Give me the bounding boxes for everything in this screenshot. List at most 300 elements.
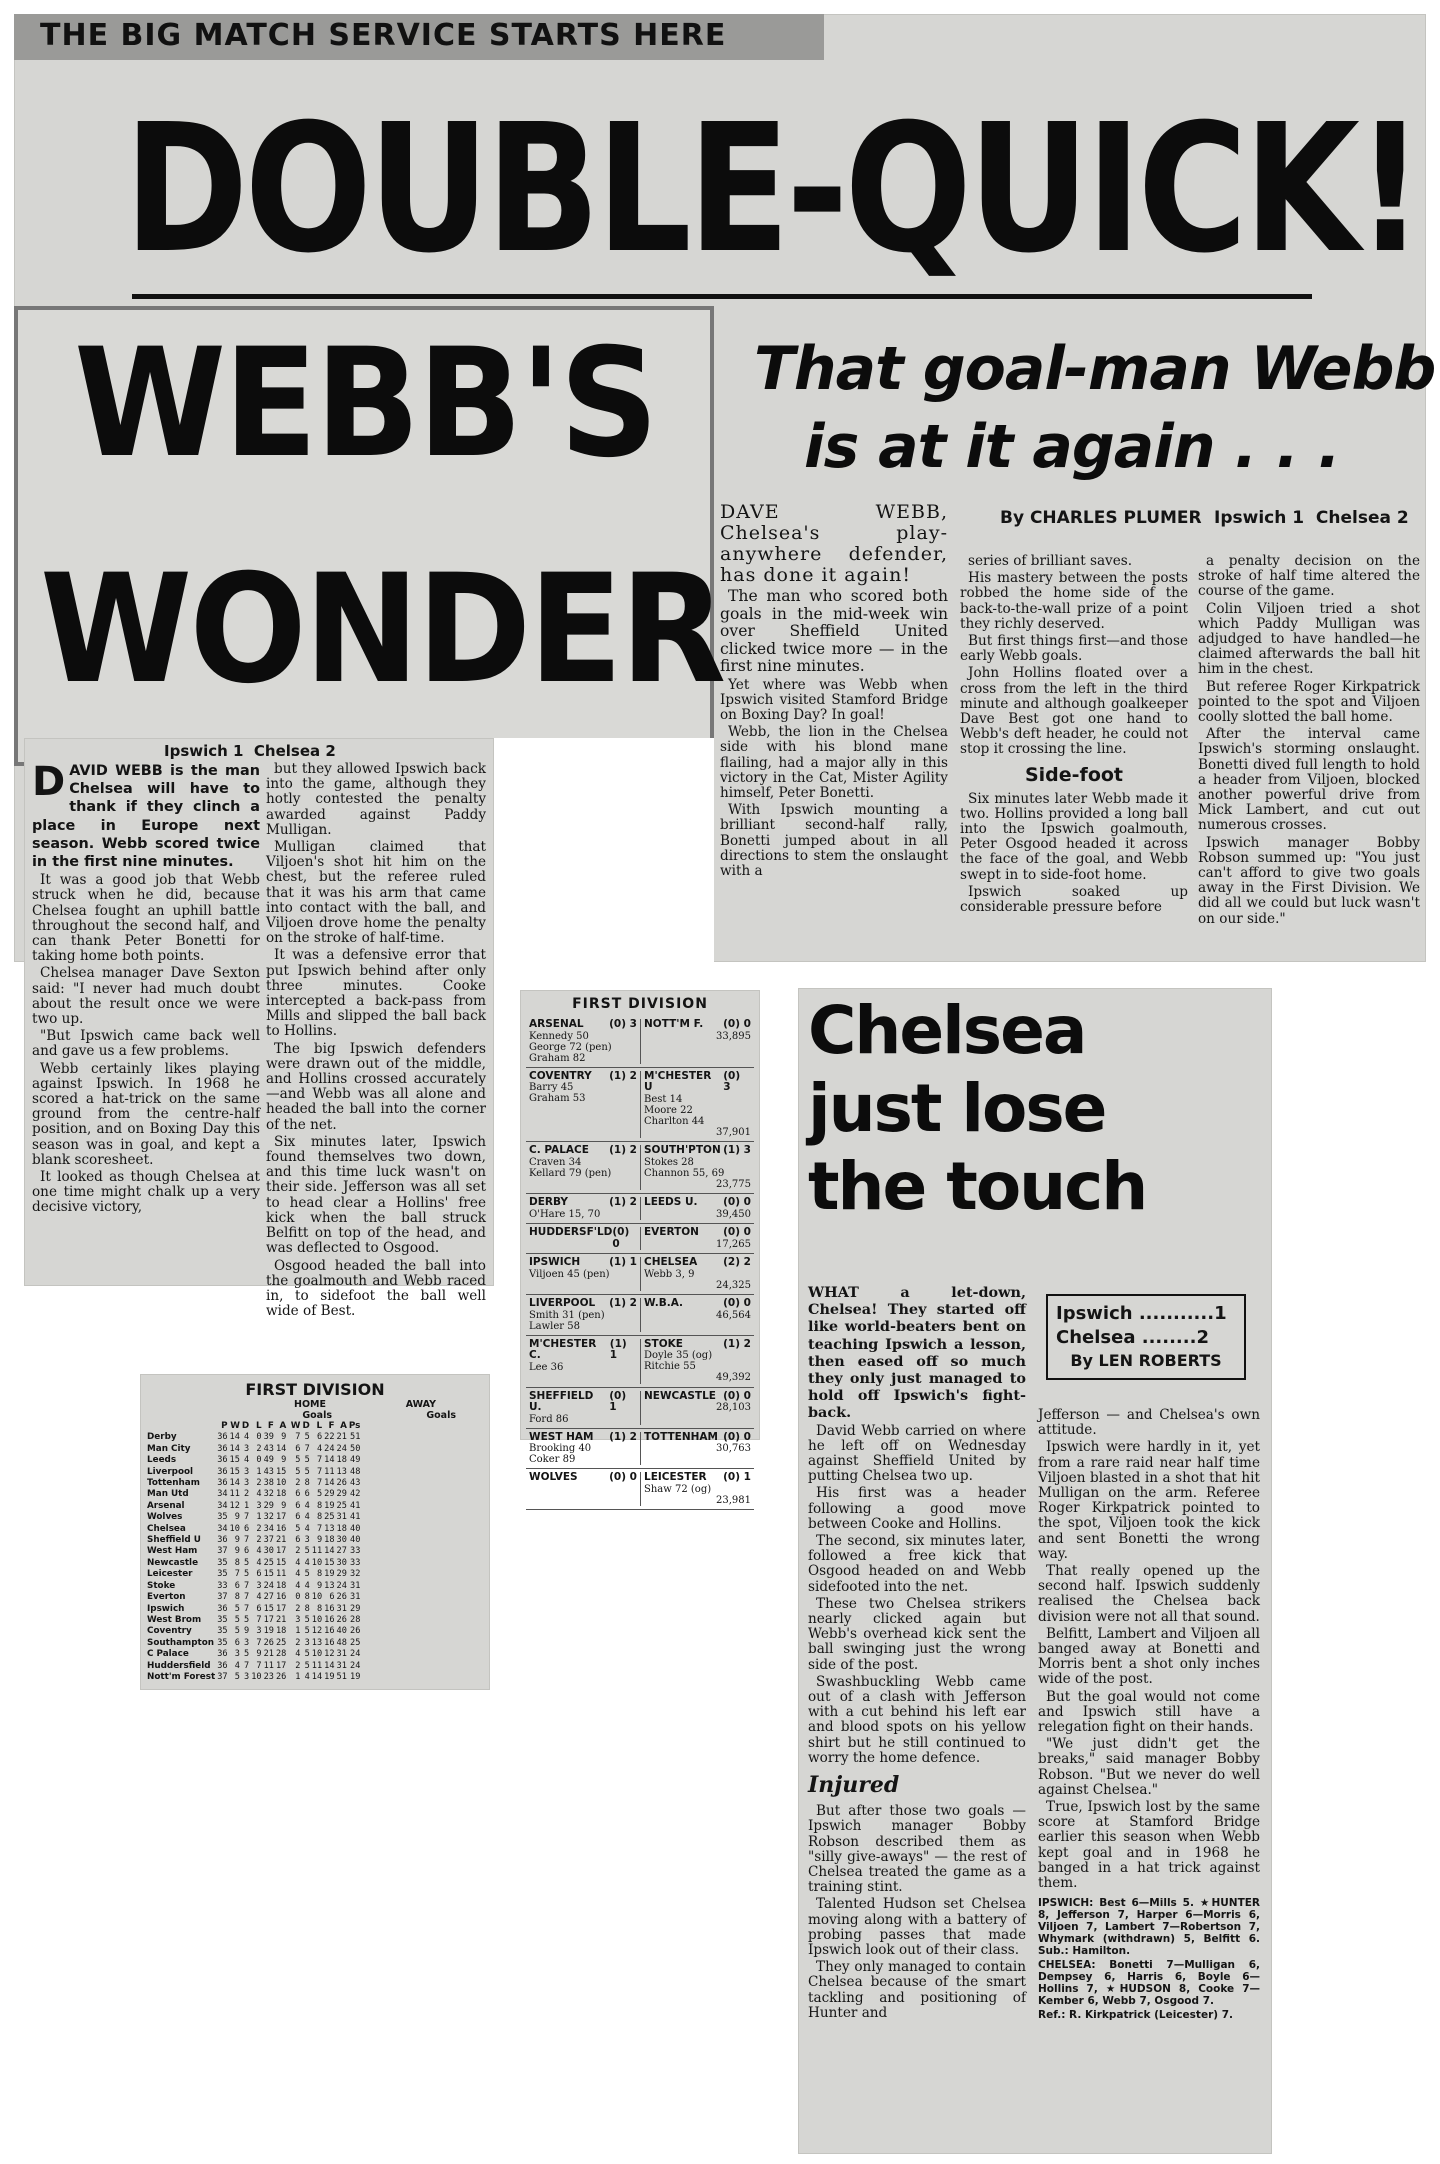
league-cell: 4 bbox=[295, 1569, 301, 1580]
league-cell: 4 bbox=[295, 1649, 301, 1660]
away-side bbox=[640, 1071, 754, 1139]
league-cell: 3 bbox=[304, 1535, 310, 1546]
league-row bbox=[146, 1615, 361, 1626]
league-cell: 28 bbox=[275, 1649, 287, 1660]
away-side bbox=[640, 1298, 754, 1332]
home-team-name: IPSWICH bbox=[529, 1256, 581, 1268]
top-banner-text: THE BIG MATCH SERVICE STARTS HERE bbox=[40, 18, 727, 53]
league-row bbox=[146, 1592, 361, 1603]
away-scorer: Moore 22 bbox=[644, 1104, 693, 1116]
home-team-name: DERBY bbox=[529, 1196, 569, 1208]
attendance: 30,763 bbox=[716, 1443, 751, 1454]
league-cell: 25 bbox=[275, 1637, 287, 1648]
clip-cutout bbox=[494, 738, 714, 974]
wonder-para: "But Ipswich came back well and gave us a few problems. bbox=[32, 1028, 260, 1060]
league-cell: 37 bbox=[217, 1671, 228, 1682]
league-cell: 17 bbox=[263, 1614, 274, 1625]
league-cell: 29 bbox=[336, 1569, 347, 1580]
league-cell: 5 bbox=[316, 1489, 323, 1500]
away-team-name: NOTT'M F. bbox=[644, 1018, 704, 1030]
wonder-para: It was a good job that Webb struck when he did, because Chelsea fought an uphill battle throughout the second half, and can thank Peter Bonetti for taking home both points. bbox=[32, 872, 260, 965]
home-scorer: Lee 36 bbox=[529, 1361, 564, 1373]
league-cell: 29 bbox=[324, 1489, 335, 1500]
league-cell: 9 bbox=[234, 1512, 240, 1523]
away-score: (1) 3 bbox=[723, 1144, 751, 1156]
league-header-row bbox=[146, 1421, 361, 1432]
league-cell: 9 bbox=[234, 1535, 240, 1546]
league-team: Nott'm Forest bbox=[147, 1671, 216, 1682]
league-cell: 31 bbox=[336, 1512, 347, 1523]
home-scorer: Kennedy 50 bbox=[529, 1030, 589, 1042]
touch-para: "We just didn't get the breaks," said manager Bobby Robson. "But we never do well against Chelsea." bbox=[1038, 1736, 1260, 1798]
league-cell: 34 bbox=[217, 1489, 228, 1500]
league-cell: 18 bbox=[275, 1580, 287, 1591]
home-team bbox=[529, 1432, 637, 1444]
league-cell: 12 bbox=[229, 1500, 240, 1511]
away-side bbox=[640, 1145, 754, 1190]
league-row bbox=[146, 1455, 361, 1466]
results-box bbox=[520, 990, 760, 1506]
league-cell: 5 bbox=[295, 1523, 301, 1534]
league-team: C Palace bbox=[147, 1649, 189, 1660]
result-row bbox=[526, 1068, 754, 1143]
league-cell: 14 bbox=[311, 1671, 323, 1682]
league-cell: 5 bbox=[234, 1626, 240, 1637]
away-score: (0) 3 bbox=[723, 1069, 741, 1093]
league-cell: 14 bbox=[324, 1455, 335, 1466]
touch-col-2 bbox=[1038, 1408, 1260, 2023]
league-cell: 40 bbox=[350, 1523, 361, 1534]
home-side bbox=[526, 1391, 640, 1425]
away-side bbox=[640, 1197, 754, 1220]
plumer-result: Ipswich 1 Chelsea 2 bbox=[1214, 508, 1409, 528]
league-header-cell: P bbox=[221, 1421, 228, 1431]
league-cell: 8 bbox=[316, 1603, 323, 1614]
away-side bbox=[640, 1019, 754, 1064]
league-cell: 25 bbox=[263, 1557, 274, 1568]
league-cell: 4 bbox=[256, 1489, 262, 1500]
attendance: 39,450 bbox=[716, 1208, 751, 1220]
home-score: (0) 1 bbox=[609, 1389, 627, 1413]
league-cell: 10 bbox=[311, 1557, 323, 1568]
league-cell: 3 bbox=[244, 1466, 250, 1477]
league-cell: 6 bbox=[234, 1580, 240, 1591]
touch-para: Ipswich were hardly in it, yet from a rare raid near half time Viljoen blasted in a shot that hit Mulligan on the arm. Referee Roger Kirkpatrick pointed to the spot, Viljoen took the kick and sent Bonetti the wrong way. bbox=[1038, 1439, 1260, 1562]
away-team-name: STOKE bbox=[644, 1337, 683, 1350]
league-cell: 16 bbox=[275, 1592, 287, 1603]
league-cell: 6 bbox=[295, 1500, 301, 1511]
touch-col-1 bbox=[808, 1284, 1026, 2023]
away-team bbox=[644, 1432, 751, 1444]
league-cell: 3 bbox=[244, 1637, 250, 1648]
league-cell: 4 bbox=[256, 1546, 262, 1557]
wonder-article bbox=[24, 738, 494, 1320]
league-cell: 25 bbox=[324, 1512, 335, 1523]
goals-subheader bbox=[146, 1410, 484, 1421]
league-row bbox=[146, 1535, 361, 1546]
touch-para: Belfitt, Lambert and Viljoen all banged away at Bonetti and Morris bent a shot only inches wide of the post. bbox=[1038, 1625, 1260, 1688]
wonder-para: It was a defensive error that put Ipswich behind after only three minutes. Cooke intercepted a back-pass from Mills and slipped the ball back to Hollins. bbox=[266, 947, 486, 1040]
league-row bbox=[146, 1546, 361, 1557]
home-score: (1) 2 bbox=[609, 1144, 637, 1156]
away-team-name: LEICESTER bbox=[644, 1471, 707, 1483]
home-team bbox=[529, 1298, 637, 1310]
league-cell: 2 bbox=[295, 1546, 301, 1557]
league-cell: 2 bbox=[295, 1603, 301, 1614]
wonder-para: but they allowed Ipswich back into the game, although they hotly contested the penalty awarded against Paddy Mulligan. bbox=[266, 761, 486, 838]
home-team-name: COVENTRY bbox=[529, 1069, 592, 1082]
league-cell: 8 bbox=[304, 1592, 310, 1603]
league-cell: 35 bbox=[217, 1569, 228, 1580]
result-row bbox=[526, 1224, 754, 1254]
league-cell: 14 bbox=[324, 1660, 335, 1671]
league-cell: 10 bbox=[251, 1671, 262, 1682]
league-row bbox=[146, 1432, 361, 1443]
league-cell: 15 bbox=[324, 1557, 335, 1568]
touch-para: The second, six minutes later, followed a free kick that Osgood headed on and Webb sidefooted into the net. bbox=[808, 1533, 1026, 1595]
league-cell: 6 bbox=[234, 1637, 240, 1648]
at-it-again-headline: is at it again . . . bbox=[804, 412, 1340, 482]
home-score: (1) 2 bbox=[609, 1069, 637, 1082]
league-header-cell: D bbox=[241, 1421, 250, 1431]
league-cell: 3 bbox=[244, 1671, 250, 1682]
home-scorer: Graham 53 bbox=[529, 1093, 586, 1104]
league-cell: 48 bbox=[350, 1466, 361, 1477]
league-cell: 17 bbox=[275, 1660, 287, 1671]
league-cell: 36 bbox=[217, 1660, 228, 1671]
league-team: Arsenal bbox=[147, 1500, 185, 1511]
league-cell: 6 bbox=[244, 1546, 250, 1557]
league-cell: 9 bbox=[281, 1500, 287, 1511]
league-cell: 24 bbox=[350, 1660, 361, 1671]
league-row bbox=[146, 1558, 361, 1569]
league-header-cell: D bbox=[302, 1421, 310, 1431]
league-cell: 13 bbox=[311, 1637, 323, 1648]
plumer-para: But referee Roger Kirkpatrick pointed to the spot and Viljoen coolly slotted the ball home. bbox=[1198, 678, 1420, 726]
league-team: Newcastle bbox=[147, 1557, 199, 1568]
league-cell: 6 bbox=[295, 1512, 301, 1523]
league-cell: 37 bbox=[217, 1592, 228, 1603]
wonder-headline: WONDER bbox=[40, 543, 724, 717]
league-cell: 5 bbox=[244, 1649, 250, 1660]
plumer-para: John Hollins floated over a cross from the left in the third minute and although goalkeeper Dave Best got one hand to Webb's deft header, he could not stop it crossing the line. bbox=[960, 665, 1188, 758]
league-cell: 31 bbox=[336, 1649, 347, 1660]
league-cell: 40 bbox=[350, 1535, 361, 1546]
league-cell: 16 bbox=[324, 1603, 335, 1614]
league-cell: 32 bbox=[350, 1569, 361, 1580]
league-cell: 35 bbox=[217, 1512, 228, 1523]
plumer-para: But first things first—and those early Webb goals. bbox=[960, 633, 1188, 665]
league-cell: 14 bbox=[275, 1443, 287, 1454]
wonder-para: Mulligan claimed that Viljoen's shot hit him on the chest, but the referee ruled that it was his arm that came into contact with the ball, and Viljoen drove home the penalty on the stroke of half-time. bbox=[266, 839, 486, 947]
league-row bbox=[146, 1661, 361, 1672]
league-cell: 30 bbox=[263, 1546, 274, 1557]
league-cell: 14 bbox=[229, 1443, 240, 1454]
home-team-name: M'CHESTER C. bbox=[529, 1337, 597, 1361]
away-team bbox=[644, 1197, 751, 1209]
away-team-name: M'CHESTER U bbox=[644, 1069, 712, 1093]
touch-para: True, Ipswich lost by the same score at Stamford Bridge earlier this season when Webb kept goal and in 1968 he banged in a hat trick against them. bbox=[1038, 1799, 1260, 1892]
away-team bbox=[644, 1227, 751, 1239]
league-team: Derby bbox=[147, 1432, 177, 1443]
league-team: Chelsea bbox=[147, 1523, 186, 1534]
league-cell: 10 bbox=[229, 1523, 240, 1534]
league-cell: 31 bbox=[350, 1580, 361, 1591]
away-scorer: Shaw 72 (og) bbox=[644, 1483, 712, 1495]
league-team: Wolves bbox=[147, 1512, 183, 1523]
league-cell: 39 bbox=[263, 1432, 274, 1443]
league-header-cell: F bbox=[267, 1421, 274, 1431]
home-score: (0) 3 bbox=[609, 1018, 637, 1030]
league-cell: 33 bbox=[350, 1546, 361, 1557]
league-cell: 9 bbox=[244, 1626, 250, 1637]
league-cell: 4 bbox=[234, 1660, 240, 1671]
league-cell: 8 bbox=[304, 1478, 310, 1489]
league-team: Everton bbox=[147, 1592, 186, 1603]
league-cell: 26 bbox=[263, 1637, 274, 1648]
league-cell: 6 bbox=[304, 1489, 310, 1500]
home-side bbox=[526, 1257, 640, 1291]
league-cell: 4 bbox=[304, 1523, 310, 1534]
league-cell: 51 bbox=[350, 1432, 361, 1443]
away-side bbox=[640, 1227, 754, 1250]
league-cell: 5 bbox=[304, 1614, 310, 1625]
league-cell: 14 bbox=[229, 1432, 240, 1443]
league-row bbox=[146, 1467, 361, 1478]
league-cell: 17 bbox=[275, 1512, 287, 1523]
result-row bbox=[526, 1194, 754, 1224]
home-scorer: Kellard 79 (pen) bbox=[529, 1167, 612, 1179]
league-cell: 17 bbox=[275, 1603, 287, 1614]
home-scorer: Lawler 58 bbox=[529, 1320, 580, 1332]
plumer-para: Colin Viljoen tried a shot which Paddy Mulligan was adjudged to have handled—he claimed afterwards the ball hit him in the chest. bbox=[1198, 600, 1420, 678]
away-scorer: Charlton 44 bbox=[644, 1115, 705, 1127]
wonder-result: Ipswich 1 Chelsea 2 bbox=[164, 742, 336, 760]
league-cell: 23 bbox=[263, 1671, 274, 1682]
plumer-para: Ipswich soaked up considerable pressure before bbox=[960, 883, 1188, 916]
touch-para: Swashbuckling Webb came out of a clash with Jefferson with a cut behind his left ear and blood spots on his yellow shirt but he still continued to worry the home defence. bbox=[808, 1673, 1026, 1766]
league-cell: 5 bbox=[304, 1649, 310, 1660]
league-cell: 7 bbox=[244, 1580, 250, 1591]
touch-para: But the goal would not come and Ipswich still have a relegation fight on their hands. bbox=[1038, 1688, 1260, 1736]
home-side bbox=[526, 1227, 640, 1250]
league-header-cell: L bbox=[316, 1421, 323, 1431]
league-cell: 7 bbox=[234, 1569, 240, 1580]
league-cell: 36 bbox=[217, 1466, 228, 1477]
league-cell: 50 bbox=[350, 1443, 361, 1454]
league-cell: 8 bbox=[316, 1569, 323, 1580]
league-cell: 3 bbox=[295, 1614, 301, 1625]
away-label: AWAY bbox=[405, 1399, 436, 1410]
league-cell: 5 bbox=[304, 1569, 310, 1580]
league-cell: 0 bbox=[256, 1455, 262, 1466]
result-row bbox=[526, 1254, 754, 1295]
away-side bbox=[640, 1339, 754, 1384]
league-cell: 0 bbox=[256, 1432, 262, 1443]
plumer-para: Ipswich manager Bobby Robson summed up: "You just can't afford to give two goals away in the First Division. We did all we could but luck wasn't on our side." bbox=[1198, 834, 1420, 927]
webbs-headline: WEBB'S bbox=[74, 317, 656, 491]
league-cell: 4 bbox=[316, 1443, 323, 1454]
league-cell: 5 bbox=[234, 1603, 240, 1614]
league-cell: 1 bbox=[295, 1671, 301, 1682]
league-cell: 7 bbox=[256, 1637, 262, 1648]
league-cell: 17 bbox=[275, 1546, 287, 1557]
league-cell: 36 bbox=[217, 1603, 228, 1614]
league-cell: 33 bbox=[350, 1557, 361, 1568]
league-team: Man Utd bbox=[147, 1489, 189, 1500]
wonder-lead: AVID WEBB is the man Chelsea will have to thank if they clinch a place in Europe next season. Webb scored twice in the first nine minutes. bbox=[32, 763, 260, 871]
home-scorer: Ford 86 bbox=[529, 1413, 569, 1425]
result-row bbox=[526, 1016, 754, 1068]
league-cell: 7 bbox=[316, 1478, 323, 1489]
home-score: (0) 0 bbox=[612, 1226, 630, 1250]
league-cell: 42 bbox=[350, 1489, 361, 1500]
league-cell: 7 bbox=[244, 1512, 250, 1523]
league-cell: 5 bbox=[295, 1466, 301, 1477]
league-team: Huddersfield bbox=[147, 1660, 211, 1671]
league-cell: 3 bbox=[256, 1500, 262, 1511]
home-side bbox=[526, 1145, 640, 1190]
league-cell: 11 bbox=[275, 1569, 287, 1580]
plumer-para: Yet where was Webb when Ipswich visited Stamford Bridge on Boxing Day? In goal! bbox=[720, 676, 948, 723]
away-scorer: Doyle 35 (og) bbox=[644, 1350, 713, 1361]
away-side bbox=[640, 1472, 754, 1506]
home-team-name: LIVERPOOL bbox=[529, 1297, 596, 1309]
league-cell: 7 bbox=[316, 1523, 323, 1534]
league-cell: 31 bbox=[350, 1592, 361, 1603]
home-team-name: HUDDERSF'LD bbox=[529, 1226, 613, 1238]
league-cell: 7 bbox=[316, 1455, 323, 1466]
league-cell: 41 bbox=[350, 1512, 361, 1523]
home-scorer: Coker 89 bbox=[529, 1454, 576, 1465]
touch-para: That really opened up the second half. Ipswich suddenly realised the Chelsea back division were not all that sound. bbox=[1038, 1563, 1260, 1625]
home-side bbox=[526, 1339, 640, 1384]
league-cell: 2 bbox=[256, 1478, 262, 1489]
league-cell: 14 bbox=[324, 1478, 335, 1489]
league-cell: 35 bbox=[217, 1557, 228, 1568]
league-cell: 3 bbox=[244, 1478, 250, 1489]
league-cell: 4 bbox=[295, 1557, 301, 1568]
away-score: (1) 2 bbox=[723, 1337, 751, 1350]
league-cell: 19 bbox=[324, 1569, 335, 1580]
away-team-name: EVERTON bbox=[644, 1226, 699, 1238]
league-cell: 35 bbox=[217, 1637, 228, 1648]
touch-lead: WHAT a let-down, Chelsea! They started off like world-beaters bent on teaching Ipswich a lesson, then eased off so much they only just managed to hold off Ipswich's fight-back. bbox=[808, 1284, 1026, 1422]
home-side bbox=[526, 1071, 640, 1139]
league-cell: 19 bbox=[324, 1671, 335, 1682]
home-label: HOME bbox=[294, 1399, 326, 1410]
league-cell: 35 bbox=[217, 1614, 228, 1625]
league-cell: 4 bbox=[304, 1512, 310, 1523]
league-cell: 49 bbox=[263, 1455, 274, 1466]
league-cell: 13 bbox=[336, 1466, 347, 1477]
league-cell: 9 bbox=[256, 1649, 262, 1660]
league-cell: 24 bbox=[336, 1580, 347, 1591]
league-cell: 16 bbox=[324, 1614, 335, 1625]
league-cell: 10 bbox=[311, 1614, 323, 1625]
league-cell: 18 bbox=[324, 1535, 335, 1546]
home-team bbox=[529, 1472, 637, 1484]
league-team: Liverpool bbox=[147, 1466, 194, 1477]
league-cell: 18 bbox=[275, 1626, 287, 1637]
league-cell: 3 bbox=[244, 1443, 250, 1454]
touch-para: Talented Hudson set Chelsea moving along with a battery of probing passes that made Ipswich look out of their class. bbox=[808, 1896, 1026, 1958]
plumer-para: series of brilliant saves. bbox=[968, 553, 1133, 569]
league-cell: 21 bbox=[275, 1614, 287, 1625]
home-score: (1) 2 bbox=[609, 1430, 637, 1443]
league-cell: 48 bbox=[336, 1637, 347, 1648]
away-side bbox=[640, 1257, 754, 1291]
touch-para: They only managed to contain Chelsea because of the smart tackling and positioning of Hunter and bbox=[808, 1959, 1026, 2021]
league-team: Tottenham bbox=[147, 1478, 200, 1489]
league-cell: 5 bbox=[304, 1626, 310, 1637]
league-cell: 7 bbox=[295, 1432, 301, 1443]
league-row bbox=[146, 1501, 361, 1512]
league-cell: 8 bbox=[316, 1512, 323, 1523]
league-cell: 15 bbox=[275, 1557, 287, 1568]
wonder-para: Six minutes later, Ipswich found themselves two down, and this time luck wasn't on their side. Jefferson was all set to head clear a Hollins' free kick when the ball struck Belfitt on top of the head, and was deflected to Osgood. bbox=[266, 1133, 486, 1257]
league-cell: 37 bbox=[217, 1546, 228, 1557]
league-cell: 5 bbox=[234, 1614, 240, 1625]
away-score: (0) 0 bbox=[723, 1297, 751, 1309]
goal-man-headline: That goal-man Webb bbox=[754, 334, 1436, 404]
league-cell: 26 bbox=[336, 1614, 347, 1625]
home-scorer: Graham 82 bbox=[529, 1052, 586, 1064]
league-cell: 7 bbox=[256, 1660, 262, 1671]
league-cell: 4 bbox=[256, 1557, 262, 1568]
league-cell: 35 bbox=[217, 1626, 228, 1637]
league-cell: 5 bbox=[304, 1660, 310, 1671]
league-cell: 7 bbox=[244, 1592, 250, 1603]
away-team bbox=[644, 1339, 751, 1351]
league-cell: 4 bbox=[304, 1500, 310, 1511]
league-cell: 21 bbox=[336, 1432, 347, 1443]
home-team bbox=[529, 1071, 637, 1083]
home-side bbox=[526, 1298, 640, 1332]
home-scorer: George 72 (pen) bbox=[529, 1041, 612, 1053]
league-team: West Ham bbox=[147, 1546, 198, 1557]
league-cell: 2 bbox=[244, 1489, 250, 1500]
league-cell: 5 bbox=[304, 1546, 310, 1557]
home-team-name: C. PALACE bbox=[529, 1144, 589, 1156]
league-row bbox=[146, 1581, 361, 1592]
league-cell: 4 bbox=[244, 1432, 250, 1443]
away-team-name: TOTTENHAM bbox=[644, 1430, 718, 1443]
away-team-name: LEEDS U. bbox=[644, 1196, 698, 1208]
home-score: (1) 1 bbox=[609, 1256, 637, 1268]
league-cell: 38 bbox=[263, 1478, 274, 1489]
wonder-para: The big Ipswich defenders were drawn out of the middle, and Hollins crossed accurately—and Webb was all alone and headed the ball into the corner of the net. bbox=[266, 1040, 486, 1133]
league-cell: 11 bbox=[311, 1546, 323, 1557]
league-cell: 4 bbox=[244, 1455, 250, 1466]
league-cell: 36 bbox=[217, 1535, 228, 1546]
lineup-chelsea: CHELSEA: Bonetti 7—Mulligan 6, Dempsey 6, Harris 6, Boyle 6—Hollins 7, ★HUDSON 8, Cooke 7—Kember 6, Webb 7, Osgood 7. bbox=[1038, 1959, 1260, 2008]
league-cell: 3 bbox=[234, 1649, 240, 1660]
league-cell: 5 bbox=[244, 1614, 250, 1625]
touch-para: David Webb carried on where he left off on Wednesday against Sheffield United by putting Chelsea two up. bbox=[808, 1422, 1026, 1485]
league-cell: 16 bbox=[324, 1637, 335, 1648]
league-cell: 30 bbox=[336, 1535, 347, 1546]
league-cell: 3 bbox=[256, 1626, 262, 1637]
league-cell: 41 bbox=[350, 1500, 361, 1511]
wonder-col-2 bbox=[266, 762, 486, 1321]
league-cell: 5 bbox=[244, 1557, 250, 1568]
league-cell: 4 bbox=[304, 1580, 310, 1591]
attendance: 17,265 bbox=[716, 1238, 751, 1250]
league-team: Southampton bbox=[147, 1637, 215, 1648]
league-cell: 19 bbox=[263, 1626, 274, 1637]
away-score: (2) 2 bbox=[723, 1256, 751, 1268]
